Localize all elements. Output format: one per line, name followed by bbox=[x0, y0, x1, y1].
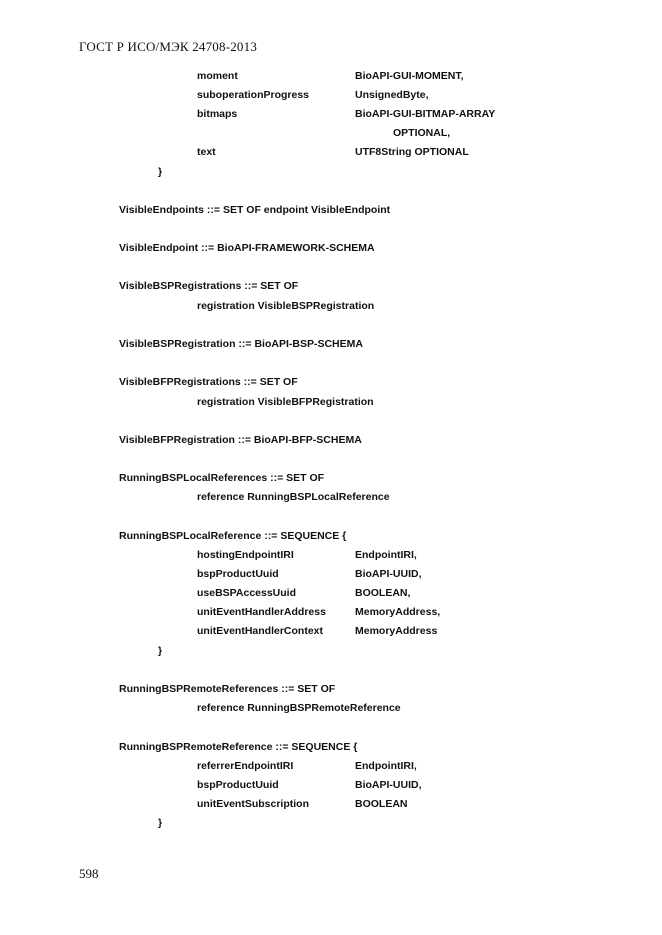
document-header: ГОСТ Р ИСО/МЭК 24708-2013 bbox=[79, 39, 258, 54]
field-type-suboperation-progress: UnsignedByte, bbox=[355, 89, 429, 101]
definition-running-bsp-remote-reference: RunningBSPRemoteReference ::= SEQUENCE { bbox=[119, 741, 358, 753]
definition-visible-bsp-registrations-item: registration VisibleBSPRegistration bbox=[197, 300, 375, 312]
definition-running-bsp-remote-references-item: reference RunningBSPRemoteReference bbox=[197, 702, 401, 714]
definition-visible-bfp-registrations-item: registration VisibleBFPRegistration bbox=[197, 396, 374, 408]
definition-visible-bfp-registrations: VisibleBFPRegistrations ::= SET OF bbox=[119, 376, 298, 388]
field-name: unitEventSubscription bbox=[197, 798, 310, 810]
field-type: EndpointIRI, bbox=[355, 549, 417, 561]
definition-running-bsp-local-reference: RunningBSPLocalReference ::= SEQUENCE { bbox=[119, 530, 347, 542]
definition-visible-bsp-registrations: VisibleBSPRegistrations ::= SET OF bbox=[119, 280, 299, 292]
definition-visible-endpoints: VisibleEndpoints ::= SET OF endpoint VisibleEndpoint bbox=[119, 204, 391, 216]
field-type-text: UTF8String OPTIONAL bbox=[355, 146, 469, 158]
field-name-suboperation-progress: suboperationProgress bbox=[197, 89, 310, 101]
field-name: useBSPAccessUuid bbox=[197, 587, 297, 599]
closing-brace: } bbox=[158, 166, 163, 178]
definition-visible-bfp-registration: VisibleBFPRegistration ::= BioAPI-BFP-SCHEMA bbox=[119, 434, 362, 446]
definition-running-bsp-local-references: RunningBSPLocalReferences ::= SET OF bbox=[119, 472, 325, 484]
field-name-bitmaps: bitmaps bbox=[197, 108, 238, 120]
definition-running-bsp-local-references-item: reference RunningBSPLocalReference bbox=[197, 491, 390, 503]
page-number: 598 bbox=[79, 866, 99, 881]
closing-brace: } bbox=[158, 817, 163, 829]
field-type: BioAPI-UUID, bbox=[355, 779, 422, 791]
field-type-bitmaps: BioAPI-GUI-BITMAP-ARRAY bbox=[355, 108, 496, 120]
field-name: referrerEndpointIRI bbox=[197, 760, 294, 772]
field-name-text: text bbox=[197, 146, 216, 158]
field-type: BioAPI-UUID, bbox=[355, 568, 422, 580]
closing-brace: } bbox=[158, 645, 163, 657]
field-type: MemoryAddress, bbox=[355, 606, 441, 618]
field-type: BOOLEAN, bbox=[355, 587, 411, 599]
field-type-bitmaps-continued: OPTIONAL, bbox=[393, 127, 451, 139]
field-type: MemoryAddress bbox=[355, 625, 438, 637]
definition-visible-endpoint: VisibleEndpoint ::= BioAPI-FRAMEWORK-SCHEMA bbox=[119, 242, 375, 254]
field-type-moment: BioAPI-GUI-MOMENT, bbox=[355, 70, 464, 82]
definition-running-bsp-remote-references: RunningBSPRemoteReferences ::= SET OF bbox=[119, 683, 336, 695]
field-name: bspProductUuid bbox=[197, 779, 279, 791]
field-name-moment: moment bbox=[197, 70, 238, 82]
field-name: unitEventHandlerContext bbox=[197, 625, 324, 637]
field-type: BOOLEAN bbox=[355, 798, 408, 810]
field-name: hostingEndpointIRI bbox=[197, 549, 294, 561]
field-name: bspProductUuid bbox=[197, 568, 279, 580]
definition-visible-bsp-registration: VisibleBSPRegistration ::= BioAPI-BSP-SCHEMA bbox=[119, 338, 363, 350]
field-type: EndpointIRI, bbox=[355, 760, 417, 772]
field-name: unitEventHandlerAddress bbox=[197, 606, 326, 618]
